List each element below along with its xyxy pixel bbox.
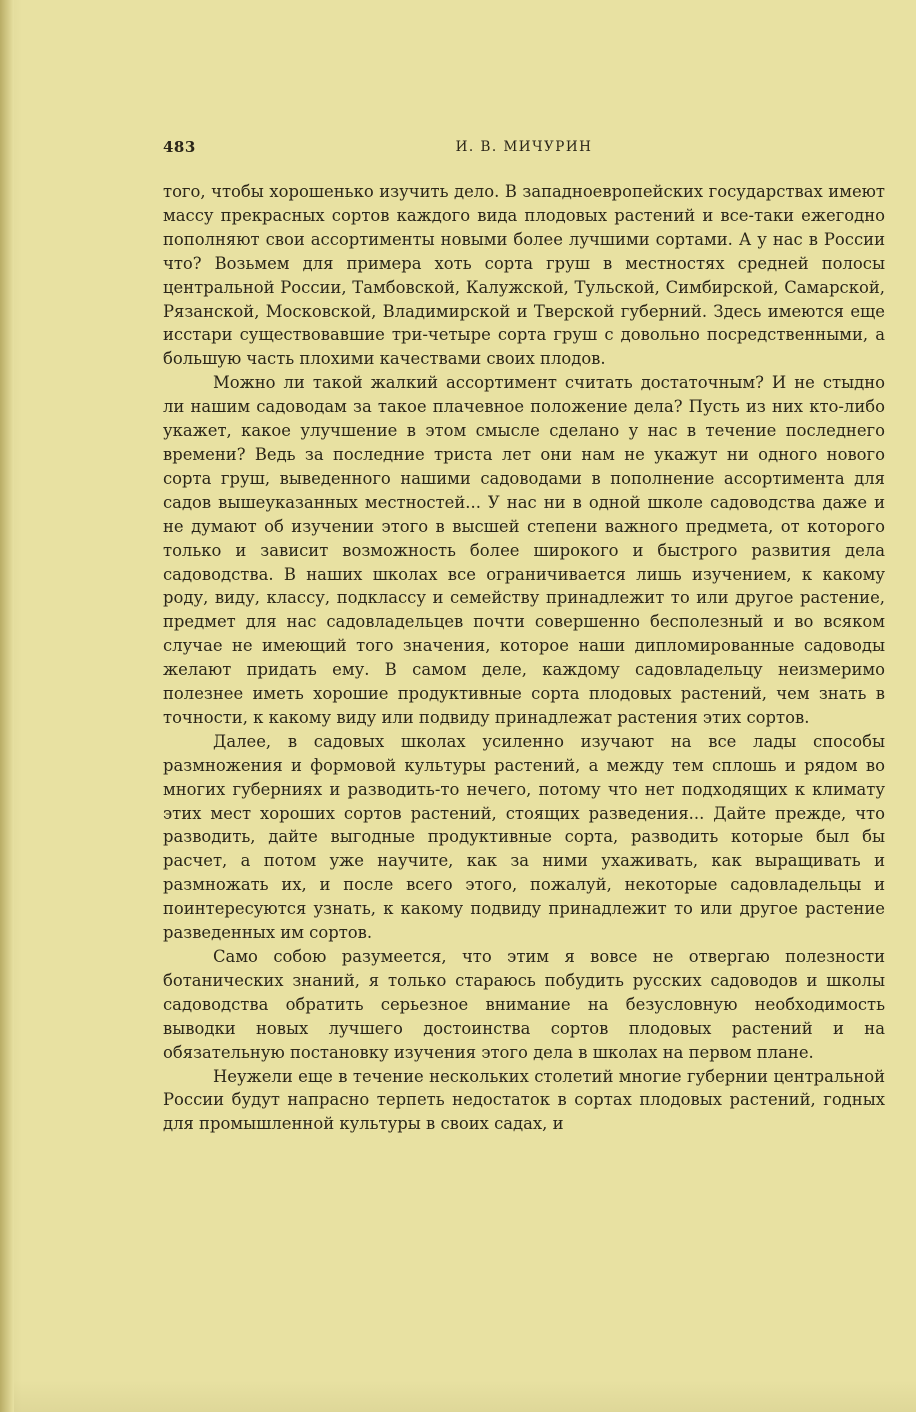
paragraph-3: Далее, в садовых школах усиленно изучают на все лады способы размножения и формовой культуры растений, а между тем сплошь и рядом во многих губерниях и разводить-то нечего, потому что нет подходящих к климату этих мест хороших сортов растений, стоящих разведения... Дайте прежде, что разводить, дайте выгодные продуктивные сорта, разводить которые был бы расчет, а потом уже научите, как за ними ухаживать, как выращивать и размножать их, и после всего этого, пожалуй, некоторые садовладельцы и поинтересуются узнать, к какому подвиду принадлежит то или другое растение разведенных им сортов.	[163, 731, 885, 943]
running-head: И. В. МИЧУРИН	[455, 139, 593, 155]
paragraph-2: Можно ли такой жалкий ассортимент считать достаточным? И не стыдно ли нашим садоводам за такое плачевное положение дела? Пусть из них кто-либо укажет, какое улучшение в этом смысле сделано у нас в течение последнего времени? Ведь за последние триста лет они нам не укажут ни одного нового сорта груш, выведенного нашими садоводами в пополнение ассортимента для садов вышеуказанных местностей... У нас ни в одной школе садоводства даже и не думают об изучении этого в высшей степени важного предмета, от которого только и зависит возможность более широкого и быстрого развития дела садоводства. В наших школах все ограничивается лишь изучением, к какому роду, виду, классу, подклассу и семейству принадлежит то или другое растение, предмет для нас садовладельцев почти совершенно бесполезный и во всяком случае не имеющий того значения, которое наши дипломированные садоводы желают придать ему. В самом деле, каждому садовладельцу неизмеримо полезнее иметь хорошие продуктивные сорта плодовых растений, чем знать в точности, к какому виду или подвиду принадлежат растения этих сортов.	[163, 373, 885, 727]
paragraph-4: Само собою разумеется, что этим я вовсе не отвергаю полезности ботанических знаний, я только стараюсь побудить русских садоводов и школы садоводства обратить серьезное внимание на безусловную необходимость выводки новых лучшего достоинства сортов плодовых растений и на обязательную постановку изучения этого дела в школах на первом плане.	[163, 947, 885, 1062]
paragraph-1: того, чтобы хорошенько изучить дело. В западноевропейских государствах имеют массу прекрасных сортов каждого вида плодовых растений и все-таки ежегодно пополняют свои ассортименты новыми более лучшими сортами. А у нас в России что? Возьмем для примера хоть сорта груш в местностях средней полосы центральной России, Тамбовской, Калужской, Тульской, Симбирской, Самарской, Рязанской, Московской, Владимирской и Тверской губерний. Здесь имеются еще исстари существовавшие три-четыре сорта груш с довольно посредственными, а большую часть плохими качествами своих плодов.	[163, 182, 885, 369]
page-number: 483	[163, 138, 196, 156]
page-header	[163, 136, 885, 160]
paragraph-5: Неужели еще в течение нескольких столетий многие губернии центральной России будут напрасно терпеть недостаток в сортах плодовых растений, годных для промышленной культуры в своих садах, и	[163, 1066, 885, 1134]
body-text	[163, 180, 885, 1136]
page-binding-edge	[0, 0, 14, 1412]
